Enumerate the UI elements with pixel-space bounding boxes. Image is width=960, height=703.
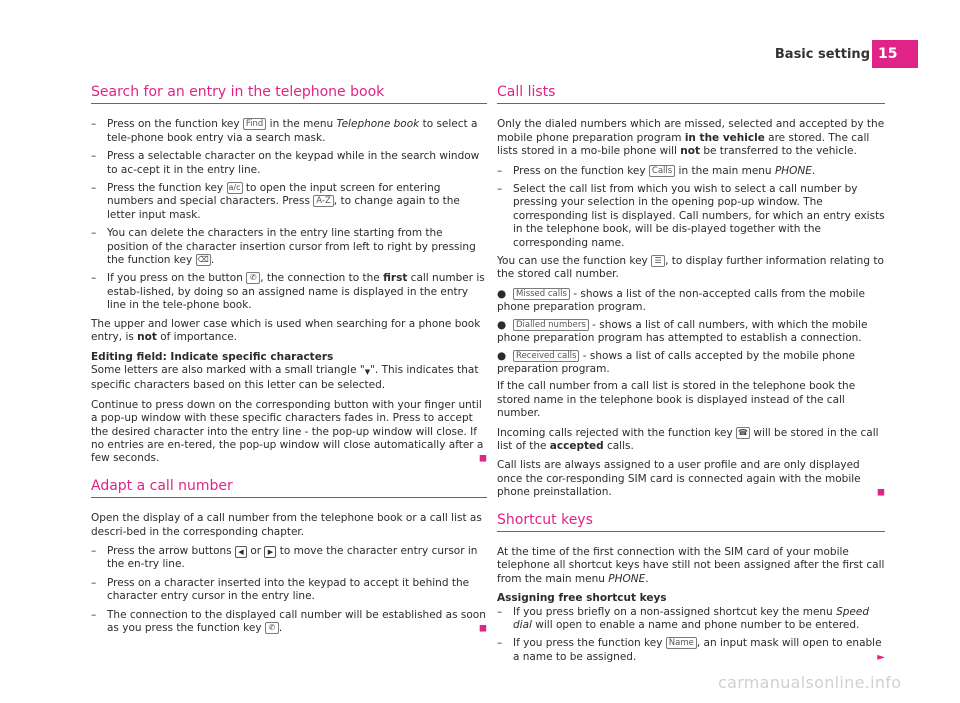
call-key-icon: ✆: [265, 622, 279, 634]
name-key: Name: [666, 637, 697, 649]
list-item: ● Missed calls - shows a list of the non-accepted calls from the mobile phone preparation program.: [497, 287, 865, 314]
triangle-note: Some letters are also marked with a small triangle "▼". This indicates that specific characters based on this letter can be selected.: [91, 363, 479, 392]
adapt-intro: Open the display of a call number from the telephone book or a call list as descri-bed in the corresponding chapter.: [91, 512, 482, 538]
dialled-numbers-key: Dialled numbers: [513, 319, 589, 331]
continue-icon: ►: [877, 651, 885, 663]
call-lists-intro: Only the dialed numbers which are missed, selected and accepted by the mobile phone preparation program in the vehicle are stored. The call lists stored in a mo-bile phone will not be transferred to the vehicle.: [497, 118, 885, 158]
function-key-note: You can use the function key ☰ , to display further information relating to the stored call number.: [497, 255, 884, 281]
calls-key: Calls: [649, 165, 675, 177]
rejected-calls-note: Incoming calls rejected with the function key ☎ will be stored in the call list of the accepted calls.: [497, 426, 879, 452]
find-key: Find: [243, 118, 266, 130]
list-item: – You can delete the characters in the entry line starting from the position of the character insertion cursor from left to right by pressing the function key ⌫ .: [91, 227, 487, 267]
letters-key: A-Z: [313, 195, 334, 207]
watermark: carmanualsonline.info: [718, 673, 902, 692]
section-heading-shortcut-keys: Shortcut keys: [497, 514, 885, 532]
section-heading-search: Search for an entry in the telephone book: [91, 86, 487, 104]
delete-key-icon: ⌫: [197, 255, 209, 265]
list-item: – The connection to the displayed call number will be established as soon as you press the function key ✆ . ◼: [91, 609, 487, 636]
list-item: – If you press the function key Name , an input mask will open to enable a name to be assigned. ►: [497, 637, 885, 664]
running-header-title: Basic setting: [774, 47, 870, 62]
arrow-left-icon: ◀: [235, 546, 247, 558]
missed-calls-key: Missed calls: [513, 288, 570, 300]
list-item: – Press on the function key Find in the menu Telephone book to select a tele-phone book entry via a search mask.: [91, 118, 487, 145]
case-note: The upper and lower case which is used when searching for a phone book entry, is not of importance.: [91, 317, 481, 344]
shortcut-intro: At the time of the first connection with the SIM card of your mobile telephone all shortcut keys have still not been assigned after the first call from the main menu PHONE.: [497, 545, 885, 585]
editing-field-title: Editing field: Indicate specific characters: [91, 350, 334, 363]
stored-name-note: If the call number from a call list is stored in the telephone book the stored name in the telephone book is displayed instead of the call number.: [497, 380, 856, 420]
assigning-title: Assigning free shortcut keys: [497, 592, 667, 605]
arrow-right-icon: ▶: [264, 546, 276, 558]
section-end-icon: ◼: [478, 453, 487, 465]
numbers-key-icon: a/c: [228, 183, 241, 193]
section-heading-adapt: Adapt a call number: [91, 480, 487, 498]
list-item: – If you press briefly on a non-assigned shortcut key the menu Speed dial will open to enable a name and phone number to be entered.: [497, 606, 885, 633]
info-key-icon: ☰: [651, 255, 665, 267]
list-item: ● Received calls - shows a list of calls accepted by the mobile phone preparation program.: [497, 349, 855, 375]
call-key-icon: ✆: [246, 272, 260, 284]
list-item: – Press on a character inserted into the keypad to accept it behind the character entry cursor in the entry line.: [91, 577, 487, 604]
triangle-icon: ▼: [364, 367, 371, 376]
popup-note: Continue to press down on the corresponding button with your finger until a pop-up window with these specific characters fades in. Press to accept the desired character into the entry line - the pop-up window will close. If no entries are en-tered, the pop-up window will close automatically after a few seconds. ◼: [91, 398, 487, 465]
list-item: – Press the arrow buttons ◀ or ▶ to move the character entry cursor in the en-try line.: [91, 545, 487, 572]
list-item: – Press on the function key Calls in the main menu PHONE.: [497, 165, 885, 178]
received-calls-key: Received calls: [513, 350, 579, 362]
list-item: – Press the function key a/c to open the input screen for entering numbers and special characters. Press A-Z , to change again to the letter input mask.: [91, 182, 487, 222]
right-column: [497, 86, 885, 669]
list-item: – If you press on the button ✆ , the connection to the first call number is estab-lished, by doing so an assigned name is displayed in the entry line in the tele-phone book.: [91, 272, 487, 312]
list-item: – Select the call list from which you wish to select a call number by pressing your selection in the opening pop-up window. The corresponding list is displayed. Call numbers, for which an entry exists in the telephone book, will be dis-played together with the corresponding name.: [497, 183, 885, 250]
section-end-icon: ◼: [876, 487, 885, 499]
left-column: [91, 86, 487, 640]
section-end-icon: ◼: [478, 623, 487, 634]
section-heading-call-lists: Call lists: [497, 86, 885, 104]
list-item: ● Dialled numbers - shows a list of call numbers, with which the mobile phone preparation program has attempted to establish a connection.: [497, 318, 868, 345]
page-number-badge: 15: [872, 40, 918, 68]
list-item: – Press a selectable character on the keypad while in the search window to ac-cept it in the entry line.: [91, 150, 487, 177]
user-profile-note: Call lists are always assigned to a user profile and are only displayed once the cor-responding SIM card is connected again with the mobile phone preinstallation. ◼: [497, 459, 885, 499]
reject-key-icon: ☎: [736, 427, 750, 439]
